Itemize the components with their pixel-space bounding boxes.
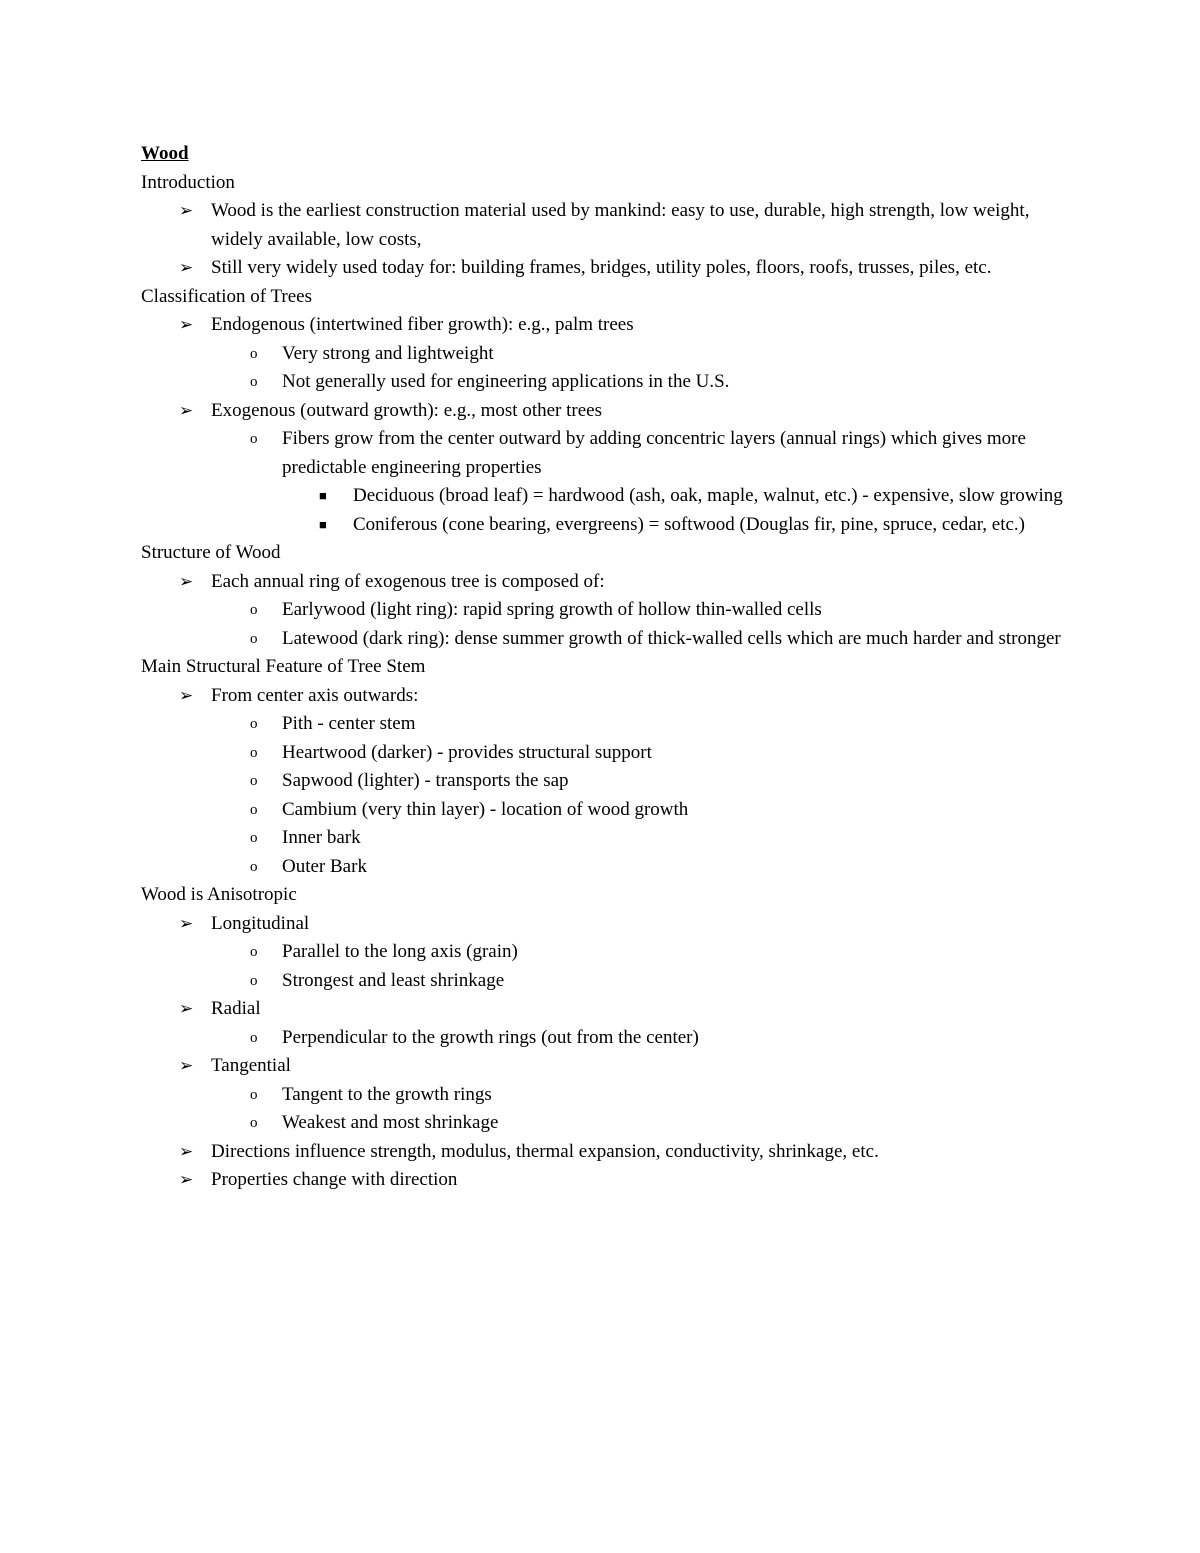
list-item-text: Cambium (very thin layer) - location of wood growth [282, 798, 689, 820]
document-title: Wood [141, 143, 189, 164]
arrow-bullet-icon: ➢ [179, 315, 194, 334]
sub-list-item [141, 596, 1071, 625]
list-item-text: Very strong and lightweight [282, 342, 494, 364]
circle-bullet-icon: o [250, 1029, 258, 1046]
sub-list-item [141, 853, 1071, 882]
section-heading: Main Structural Feature of Tree Stem [141, 656, 426, 677]
sub-list-item [141, 1024, 1071, 1053]
list-item [141, 311, 1071, 340]
list-item [141, 1166, 1071, 1195]
list-item [141, 397, 1071, 426]
square-bullet-icon: ■ [319, 516, 327, 532]
list-item [141, 254, 1071, 283]
arrow-bullet-icon: ➢ [179, 685, 194, 705]
circle-bullet-icon: o [250, 773, 258, 789]
list-item-text: Tangential [211, 1055, 291, 1076]
list-item [141, 568, 1071, 597]
list-item [141, 197, 1071, 254]
circle-bullet-icon: o [250, 374, 258, 390]
list-item-text: Heartwood (darker) - provides structural support [282, 741, 652, 763]
square-bullet-icon: ■ [319, 488, 327, 503]
list-item-text: Each annual ring of exogenous tree is composed of: [211, 570, 605, 592]
list-item-text: Wood is the earliest construction material used by mankind: easy to use, durable, high strength, low weight, widely available, low costs, [211, 200, 1030, 250]
document-sections [141, 169, 1071, 1195]
arrow-bullet-icon: ➢ [179, 571, 194, 591]
list-item-text: Coniferous (cone bearing, evergreens) = softwood (Douglas fir, pine, spruce, cedar, etc.) [353, 513, 1026, 535]
list-item-text: Weakest and most shrinkage [282, 1112, 499, 1133]
sub-list-item [141, 796, 1071, 825]
arrow-bullet-icon: ➢ [179, 1170, 194, 1189]
circle-bullet-icon: o [250, 744, 258, 761]
sub-sub-list-item [141, 511, 1071, 540]
section-heading: Wood is Anisotropic [141, 884, 297, 905]
list-item-text: Sapwood (lighter) - transports the sap [282, 770, 569, 791]
arrow-bullet-icon: ➢ [179, 258, 194, 277]
list-item-text: Perpendicular to the growth rings (out from the center) [282, 1026, 699, 1048]
list-item-text: Directions influence strength, modulus, thermal expansion, conductivity, shrinkage, etc. [211, 1140, 879, 1162]
sub-list-item [141, 1081, 1071, 1110]
sub-list-item [141, 739, 1071, 768]
section-heading: Classification of Trees [141, 285, 312, 307]
list-item-text: Parallel to the long axis (grain) [282, 941, 518, 962]
sub-list-item [141, 824, 1071, 853]
circle-bullet-icon: o [250, 602, 258, 618]
list-item-text: Endogenous (intertwined fiber growth): e.g., palm trees [211, 314, 634, 335]
circle-bullet-icon: o [250, 801, 258, 818]
section-heading: Introduction [141, 171, 235, 193]
sub-list-item [141, 368, 1071, 397]
list-item-text: Not generally used for engineering applications in the U.S. [282, 371, 730, 392]
arrow-bullet-icon: ➢ [179, 999, 194, 1018]
circle-bullet-icon: o [250, 1086, 258, 1103]
arrow-bullet-icon: ➢ [179, 1141, 194, 1161]
document-content [141, 140, 1071, 1195]
list-item-text: Outer Bark [282, 855, 367, 877]
sub-list-item [141, 625, 1071, 654]
list-item-text: Still very widely used today for: building frames, bridges, utility poles, floors, roofs, trusses, piles, etc. [211, 257, 992, 278]
circle-bullet-icon: o [250, 858, 258, 875]
section-heading: Structure of Wood [141, 542, 281, 563]
list-item [141, 1052, 1071, 1081]
circle-bullet-icon: o [250, 630, 258, 647]
list-item-text: Pith - center stem [282, 713, 416, 734]
list-item-text: Tangent to the growth rings [282, 1083, 492, 1105]
sub-sub-list-item [141, 482, 1071, 511]
list-item-text: Longitudinal [211, 912, 310, 934]
list-item-text: Exogenous (outward growth): e.g., most other trees [211, 399, 602, 421]
sub-list-item [141, 425, 1071, 482]
list-item-text: Latewood (dark ring): dense summer growth of thick-walled cells which are much harder and stronger [282, 627, 1061, 649]
circle-bullet-icon: o [250, 345, 258, 362]
list-item [141, 910, 1071, 939]
list-item-text: Properties change with direction [211, 1169, 458, 1190]
arrow-bullet-icon: ➢ [179, 400, 194, 420]
list-item [141, 682, 1071, 711]
circle-bullet-icon: o [250, 944, 258, 960]
circle-bullet-icon: o [250, 830, 258, 846]
sub-list-item [141, 710, 1071, 739]
circle-bullet-icon: o [250, 431, 258, 447]
list-item-text: Radial [211, 998, 261, 1019]
sub-list-item [141, 1109, 1071, 1138]
arrow-bullet-icon: ➢ [179, 913, 194, 933]
list-item-text: Inner bark [282, 827, 361, 848]
list-item [141, 1138, 1071, 1167]
sub-list-item [141, 967, 1071, 996]
circle-bullet-icon: o [250, 1115, 258, 1131]
arrow-bullet-icon: ➢ [179, 1056, 194, 1075]
circle-bullet-icon: o [250, 716, 258, 732]
circle-bullet-icon: o [250, 972, 258, 989]
sub-list-item [141, 938, 1071, 967]
sub-list-item [141, 767, 1071, 796]
list-item [141, 995, 1071, 1024]
list-item-text: From center axis outwards: [211, 684, 419, 706]
arrow-bullet-icon: ➢ [179, 201, 194, 220]
list-item-text: Strongest and least shrinkage [282, 969, 505, 991]
list-item-text: Fibers grow from the center outward by adding concentric layers (annual rings) which gives more predictable engineering properties [282, 428, 1026, 478]
list-item-text: Deciduous (broad leaf) = hardwood (ash, oak, maple, walnut, etc.) - expensive, slow growing [353, 485, 1063, 506]
sub-list-item [141, 340, 1071, 369]
list-item-text: Earlywood (light ring): rapid spring growth of hollow thin-walled cells [282, 599, 822, 620]
